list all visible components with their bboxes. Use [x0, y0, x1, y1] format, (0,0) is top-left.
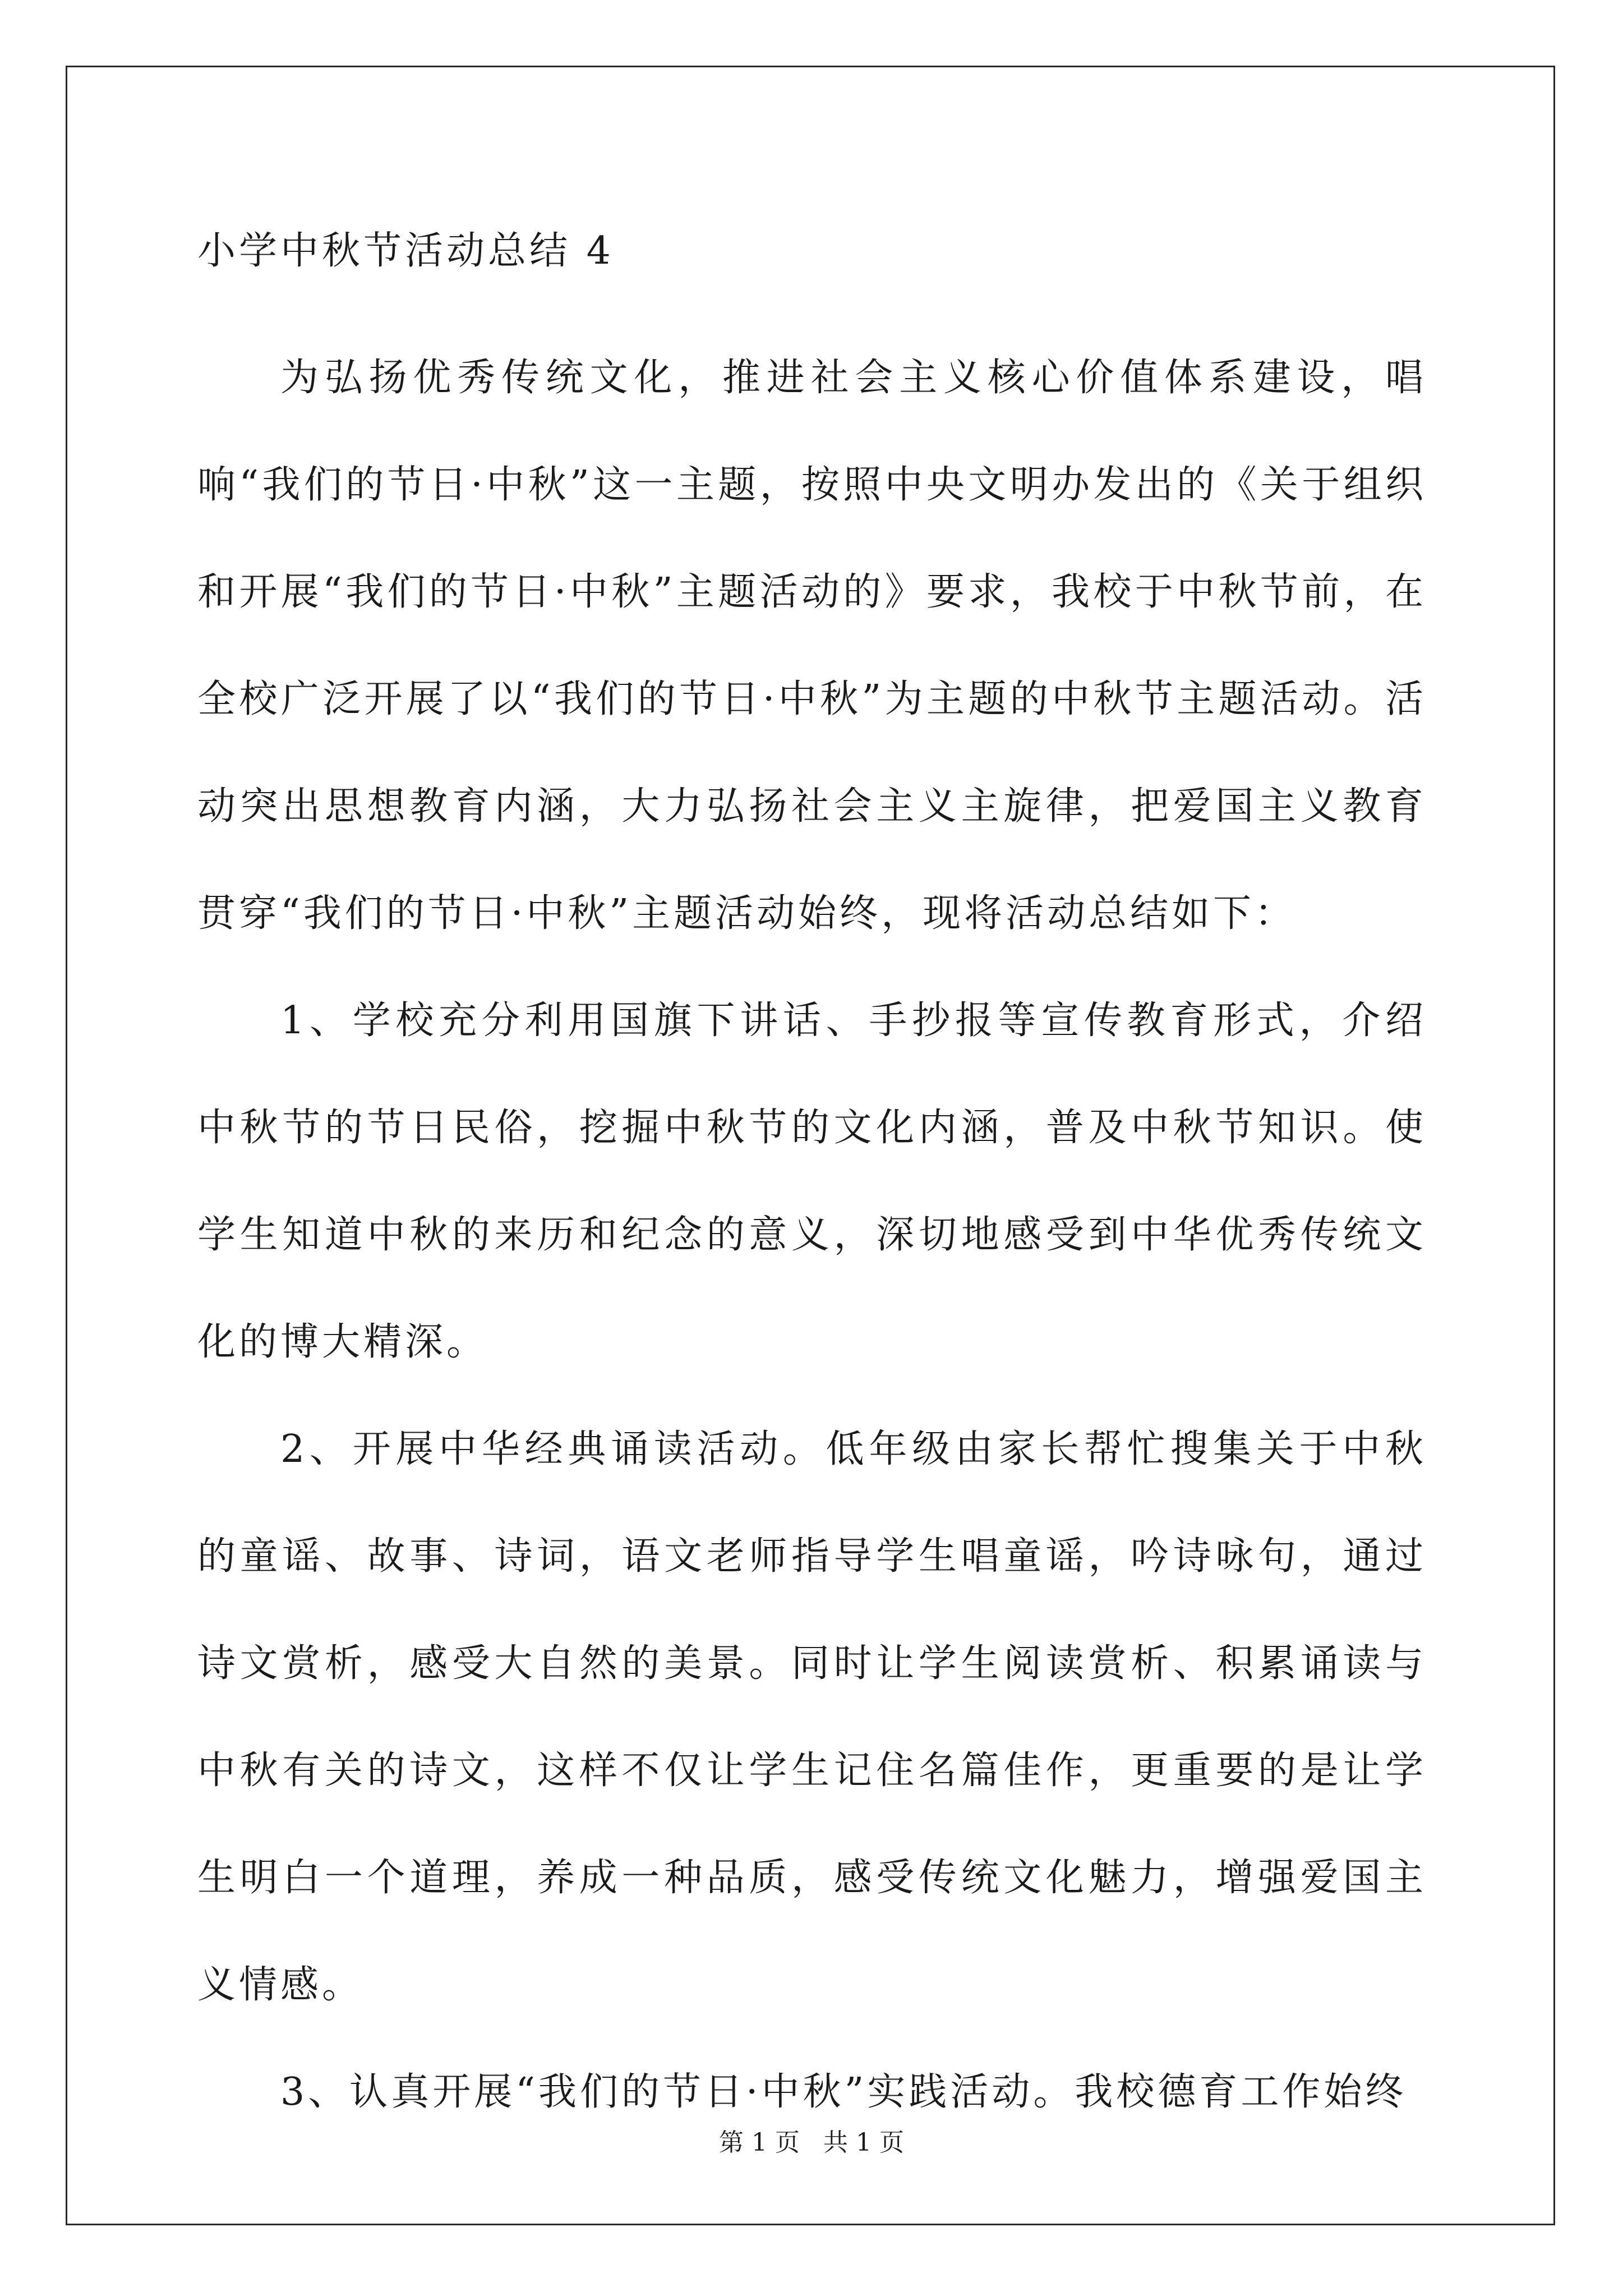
document-body [197, 324, 1427, 2146]
paragraph-item-3: 3、认真开展“我们的节日·中秋”实践活动。我校德育工作始终 [280, 2070, 1407, 2114]
document-title: 小学中秋节活动总结 4 [197, 229, 614, 273]
paragraph-intro: 为弘扬优秀传统文化，推进社会主义核心价值体系建设，唱响“我们的节日·中秋”这一主题，按照中央文明办发出的《关于组织和开展“我们的节日·中秋”主题活动的》要求，我校于中秋节前，在全校广泛开展了以“我们的节日·中秋”为主题的中秋节主题活动。活动突出思想教育内涵，大力弘扬社会主义主旋律，把爱国主义教育贯穿“我们的节日·中秋”主题活动始终，现将活动总结如下： [197, 356, 1427, 936]
paragraph-item-1: 1、学校充分利用国旗下讲话、手抄报等宣传教育形式，介绍中秋节的节日民俗，挖掘中秋节的文化内涵，普及中秋节知识。使学生知道中秋的来历和纪念的意义，深切地感受到中华优秀传统文化的博大精深。 [197, 999, 1427, 1364]
page-number-footer: 第 1 页 共 1 页 [719, 2128, 904, 2157]
paragraph-item-2: 2、开展中华经典诵读活动。低年级由家长帮忙搜集关于中秋的童谣、故事、诗词，语文老师指导学生唱童谣，吟诗咏句，通过诗文赏析，感受大自然的美景。同时让学生阅读赏析、积累诵读与中秋有关的诗文，这样不仅让学生记住名篇佳作，更重要的是让学生明白一个道理，养成一种品质，感受传统文化魅力，增强爱国主义情感。 [197, 1427, 1427, 2007]
